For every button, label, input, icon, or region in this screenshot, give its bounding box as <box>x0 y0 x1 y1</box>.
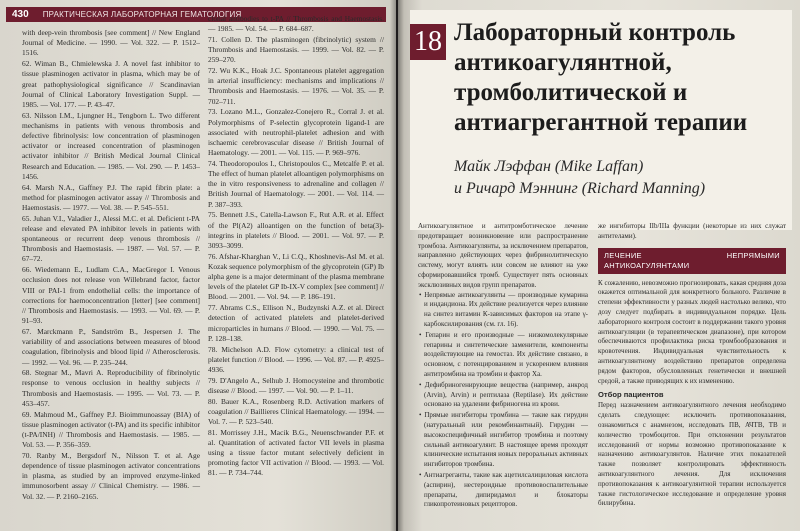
reference-entry: 68. Stegnar M., Mavri A. Reproducibility of fibrinolytic response to venous occlusion in healthy subjects // Thrombosis and Haemostasis. — 1995. — Vol. 73. — P. 453–457. <box>22 368 200 408</box>
reference-entry: 81. Morrissey J.H., Macik B.G., Neuenschwander P.F. et al. Quantitation of activated factor VII levels in plasma using a tissue factor mutant selectively deficient in promoting factor VII activation // Blood. — 1993. — Vol. 81. — P. 734–744. <box>208 427 384 478</box>
reference-entry: 64. Marsh N.A., Gaffney P.J. The rapid fibrin plate: a method for plasminogen activator assay // Thrombosis and Haemostasis. — 1977. — Vol. 38. — P. 545–551. <box>22 182 200 212</box>
reference-entry: clonal antibodies to t-PA // Thrombosis and Haemostasis. — 1985. — Vol. 54. — P. 684–687. <box>208 14 384 34</box>
reference-entry: 63. Nilsson I.M., Ljungner H., Tengborn L. Two different mechanisms in patients with venous thrombosis and defective fibrinolysis: low concentration of plasminogen activator or increased concentration of plasminogen activator inhibitor // British Medical Journal Clinical Research and Education. — 1985. — Vol. 290. — P. 1453–1456. <box>22 110 200 181</box>
chapter-header <box>410 10 792 230</box>
reference-entry: 70. Ranby M., Bergsdorf N., Nilsson T. et al. Age dependence of tissue plasminogen activator concentrations in plasma, as studied by an improved enzyme-linked immunosorbent assay // Clinical Chemistry. — 1986. — Vol. 32. — P. 2160–2165. <box>22 450 200 501</box>
subsection-paragraph: Перед назначением антикоагулянтного лечения необходимо сделать следующее: исключить противопоказания, ознакомиться с анамнезом, исследовать ПВ, АЧТВ, ТВ и количество тромбоцитов. При отклонении результатов исследований от нормы возможно противопоказание к назначению антикоагулянтов. Наличие этих показателей также позволяет контролировать эффективность антикоагулянтного лечения. Для исключения противопоказания к антикоагулянтной терапии используется также гистологическое исследование и определение уровня билирубина. <box>598 401 786 508</box>
reference-entry: with deep-vein thrombosis [see comment] // New England Journal of Medicine. — 1990. — Vol. 322. — P. 1512–1516. <box>22 28 200 58</box>
reference-entry: 72. Wu K.K., Hoak J.C. Spontaneous platelet aggregation in arterial insufficiency: mechanisms and implications // Thrombosis and Haemostasis. — 1976. — Vol. 35. — P. 702–711. <box>208 66 384 106</box>
list-item: • Гепарин и его производные — низкомолекулярные гепарины и синтетические заменители, компоненты воздействующие на гемостаз. Их действие связано, в основном, с потенцированием и ускорением влияния антитромбина на тромбин и фактор Ха. <box>419 330 588 378</box>
reference-entry: 71. Collen D. The plasminogen (fibrinolytic) system // Thrombosis and Haemostasis. — 1999. — Vol. 82. — P. 259–270. <box>208 34 384 65</box>
reference-entry: 67. Marckmann P., Sandström B., Jespersen J. The variability of and associations between measures of blood coagulation, fibrinolysis and blood lipid // Atherosclerosis. — 1992. — Vol. 96. — P. 235–244. <box>22 326 200 367</box>
list-item: • Прямые ингибиторы тромбина — такие как гирудин (натуральный или рекомбинантный). Гирудин — высокоспецифичный ингибитор тромбина и поэтому сильный антикоагулянт. В настоящее время проходят клинические испытания новых пероральных активных ингибиторов тромбина. <box>419 411 588 469</box>
author-line: и Ричард Мэннинг (Richard Manning) <box>454 180 706 197</box>
reference-entry: 75. Bennett J.S., Catella-Lawson F., Rut A.R. et al. Effect of the Pl(A2) alloantigen on the function of beta(3)-integrins in platelets // Blood. — 2001. — Vol. 97. — P. 3093–3099. <box>208 210 384 250</box>
drug-groups-list <box>418 291 588 511</box>
reference-entry: 79. D'Angelo A., Selhub J. Homocysteine and thrombotic disease // Blood. — 1997. — Vol. 90. — P. 1–11. <box>208 375 384 395</box>
reference-entry: 78. Michelson A.D. Flow cytometry: a clinical test of platelet function // Blood. — 1996. — Vol. 87. — P. 4925–4936. <box>208 344 384 374</box>
left-page <box>0 0 396 531</box>
list-item: • Непрямые антикоагулянты — производные кумарина и индандиона. Их действие реализуется через влияние на синтез витамин К-зависимых факторов на этапе γ-карбоксилирования (см. гл. 16). <box>419 290 588 328</box>
reference-entry: 80. Bauer K.A., Rosenberg R.D. Activation markers of coagulation // Baillieres Clinical Haematology. — 1994. — Vol. 7. — P. 523–540. <box>208 396 384 426</box>
chapter-number: 18 <box>410 24 446 60</box>
chapter-authors <box>454 156 784 200</box>
list-item: • Антиагреганты, такие как ацетилсалициловая кислота (аспирин), нестероидные противовоспалительные препараты, дипиридамол и блокаторы гликопротеиновых рецепторов. <box>419 470 588 509</box>
reference-entry: 62. Wiman B., Chmielewska J. A novel fast inhibitor to tissue plasminogen activator in plasma, which may be of great pathophysiological significance // Scandinavian Journal of Clinical Laboratory Investigation Suppl. — 1985. — Vol. 177. — P. 43–47. <box>22 59 200 109</box>
running-head: ПРАКТИЧЕСКАЯ ЛАБОРАТОРНАЯ ГЕМАТОЛОГИЯ <box>35 7 386 22</box>
reference-entry: 66. Wiedemann E., Ludlam C.A., MacGregor I. Venous occlusion does not release von Willebrand factor, factor VIII or PAI-1 from endothelial cells: the importance of corrections for haemoconcentration [letter] [see comment] // Thrombosis and Haemostasis. — 1993. — Vol. 69. — P. 91–93. <box>22 265 200 326</box>
continuation-text: же ингибиторы IIb/IIIa функции (некоторые из них служат антителами). <box>598 222 786 240</box>
right-page <box>398 0 800 531</box>
reference-entry: 65. Juhan V.I., Valadier J., Alessi M.C. et al. Deficient t-PA release and elevated PA inhibitor levels in patients with spontaneous or recurrent deep venous thrombosis // Thrombosis and Haemostasis. — 1987. — Vol. 57. — P. 67–72. <box>22 213 200 264</box>
subheading: Отбор пациентов <box>598 390 664 400</box>
page-number: 430 <box>6 7 35 22</box>
reference-entry: 69. Mahmoud M., Gaffney P.J. Bioimmunoassay (BIA) of tissue plasminogen activator (t-PA) and its specific inhibitor (t-PA/INH) // Thrombosis and Haemostasis. — 1985. — Vol. 53. — P. 356–359. <box>22 409 200 450</box>
reference-entry: 74. Theodoropoulos I., Christopoulos C., Metcalfe P. et al. The effect of human platelet alloantigen polymorphisms on the in vitro responsiveness to adrenaline and collagen // British Journal of Haematology. — 2001. — Vol. 114. — P. 387–393. <box>208 158 384 209</box>
chapter-title: Лабораторный контроль антикоагулянтной, тромболитической и антиагрегантной терапии <box>454 19 748 136</box>
book-gutter <box>390 0 404 531</box>
author-line: Майк Лэффан (Mike Laffan) <box>454 158 644 175</box>
body-column-2 <box>598 222 786 509</box>
references-column-1 <box>22 28 200 502</box>
references-column-2 <box>208 14 384 479</box>
intro-paragraph: Антикоагулянтное и антитромботическое лечение предотвращает возникновение или распространение тромбоза. Антикоагулянты, за исключением препаратов, направленно действующих через фибринолитическую систему, могут влиять или совсем не влияют на уже сформировавшийся тромб. Существует пять основных эксклюзивных видов групп препаратов. <box>418 222 588 289</box>
section-paragraph: К сожалению, невозможно прогнозировать, какая средняя доза окажется оптимальной для конкретного больного. Различие в степени эффективности у разных людей настолько велико, что дозу следует подбирать в индивидуальном порядке. Цель лабораторного контроля состоит в поддержании такого уровня антикоагуляции (в терапевтическом диапазоне), при котором обеспечиваются профилактика риска тромбообразования и кровотечения. Индивидуальная чувствительность к антикоагулянтному воздействию препаратов определена рядом факторов, обусловленных генетически и внешней средой, а также приводящих к их изменению. <box>598 278 786 385</box>
list-item: • Дефибриногенирующие вещества (например, анкрод (Arvin), Arvin) и рептилаза (Reptilase). Их действие основано на удалении фибриногена из крови. <box>419 380 588 409</box>
reference-entry: 73. Lozano M.L., Gonzalez-Conejero R., Corral J. et al. Polymorphisms of P-selectin glycoprotein ligand-1 are associated with neutrophil-platelet adhesion and with ischaemic cerebrovascular disease // British Journal of Haematology. — 2001. — Vol. 115. — P. 969–976. <box>208 107 384 158</box>
section-heading: ЛЕЧЕНИЕ НЕПРЯМЫМИ АНТИКОАГУЛЯНТАМИ <box>598 248 786 274</box>
reference-entry: 77. Abrams C.S., Ellison N., Budzynski A.Z. et al. Direct detection of activated platelets and platelet-derived microparticles in humans // Blood. — 1990. — Vol. 75. — P. 128–138. <box>208 303 384 343</box>
reference-entry: 76. Afshar-Kharghan V., Li C.Q., Khoshnevis-Asl M. et al. Kozak sequence polymorphism of the glycoprotein (GP) Ib alpha gene is a major determinant of the plasma membrane levels of the platelet GP Ib-IX-V complex [see comment] // Blood. — 2001. — Vol. 94. — P. 186–191. <box>208 251 384 302</box>
body-column-1 <box>418 222 588 511</box>
